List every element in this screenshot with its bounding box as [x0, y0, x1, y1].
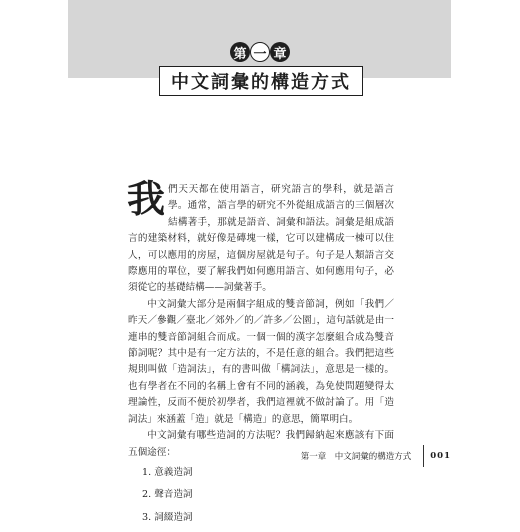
chapter-title-box — [159, 66, 363, 96]
footer-divider — [423, 445, 424, 467]
footer-chapter-label: 第一章 中文詞彙的構造方式 — [300, 452, 412, 462]
body-text — [127, 176, 394, 532]
paragraph-2: 中文詞彙大部分是兩個字組成的雙音節詞，例如「我們／昨天／參觀／臺北／郊外／的／許多／公園」，這句話就是由一連串的雙音節詞組合而成。一個一個的漢字怎麼組合成為雙音節詞呢？其中是有一定方法的，不是任意的組合。我們把這些規則叫做「造詞法」，有的書叫做「構詞法」，意思是一樣的。也有學者在不同的名稱上會有不同的涵義，為免使問題變得太理論性，反而不便於初學者，我們這裡就不做討論了。用「造詞法」來涵蓋「造」就是「構造」的意思，簡單明白。 — [128, 298, 394, 425]
list-item: 3. 詞綴造詞 — [142, 511, 193, 523]
drop-cap: 我 — [127, 176, 166, 221]
chapter-badge — [230, 42, 290, 62]
list-item: 1. 意義造詞 — [142, 466, 193, 478]
chapter-char-2: 一 — [250, 42, 270, 62]
paragraph-1-text: 們天天都在使用語言，研究語言的學科，就是語言學。通常，語言學的研究不外從組成語言的三個層次結構著手，那就是語音、詞彙和語法。詞彙是組成語言的建築材料，就好像是磚塊一樣，它可以建構成一棟可以住人，可以應用的房屋，這個房屋就是句子。句子是人類語言交際應用的單位，要了解我們如何應用語言、如何應用句子，必須從它的基礎結構——詞彙著手。 — [128, 184, 394, 294]
chapter-title: 中文詞彙的構造方式 — [171, 72, 351, 93]
page-number: 001 — [430, 451, 451, 461]
page-footer — [301, 445, 451, 467]
method-list — [128, 465, 394, 526]
paragraph-1 — [127, 176, 394, 297]
chapter-char-3: 章 — [270, 42, 290, 62]
chapter-char-1: 第 — [230, 42, 250, 62]
list-item: 2. 聲音造詞 — [142, 489, 193, 501]
paragraph-3: 中文詞彙有哪些造詞的方法呢？我們歸納起來應該有下面五個途徑： — [128, 430, 394, 458]
